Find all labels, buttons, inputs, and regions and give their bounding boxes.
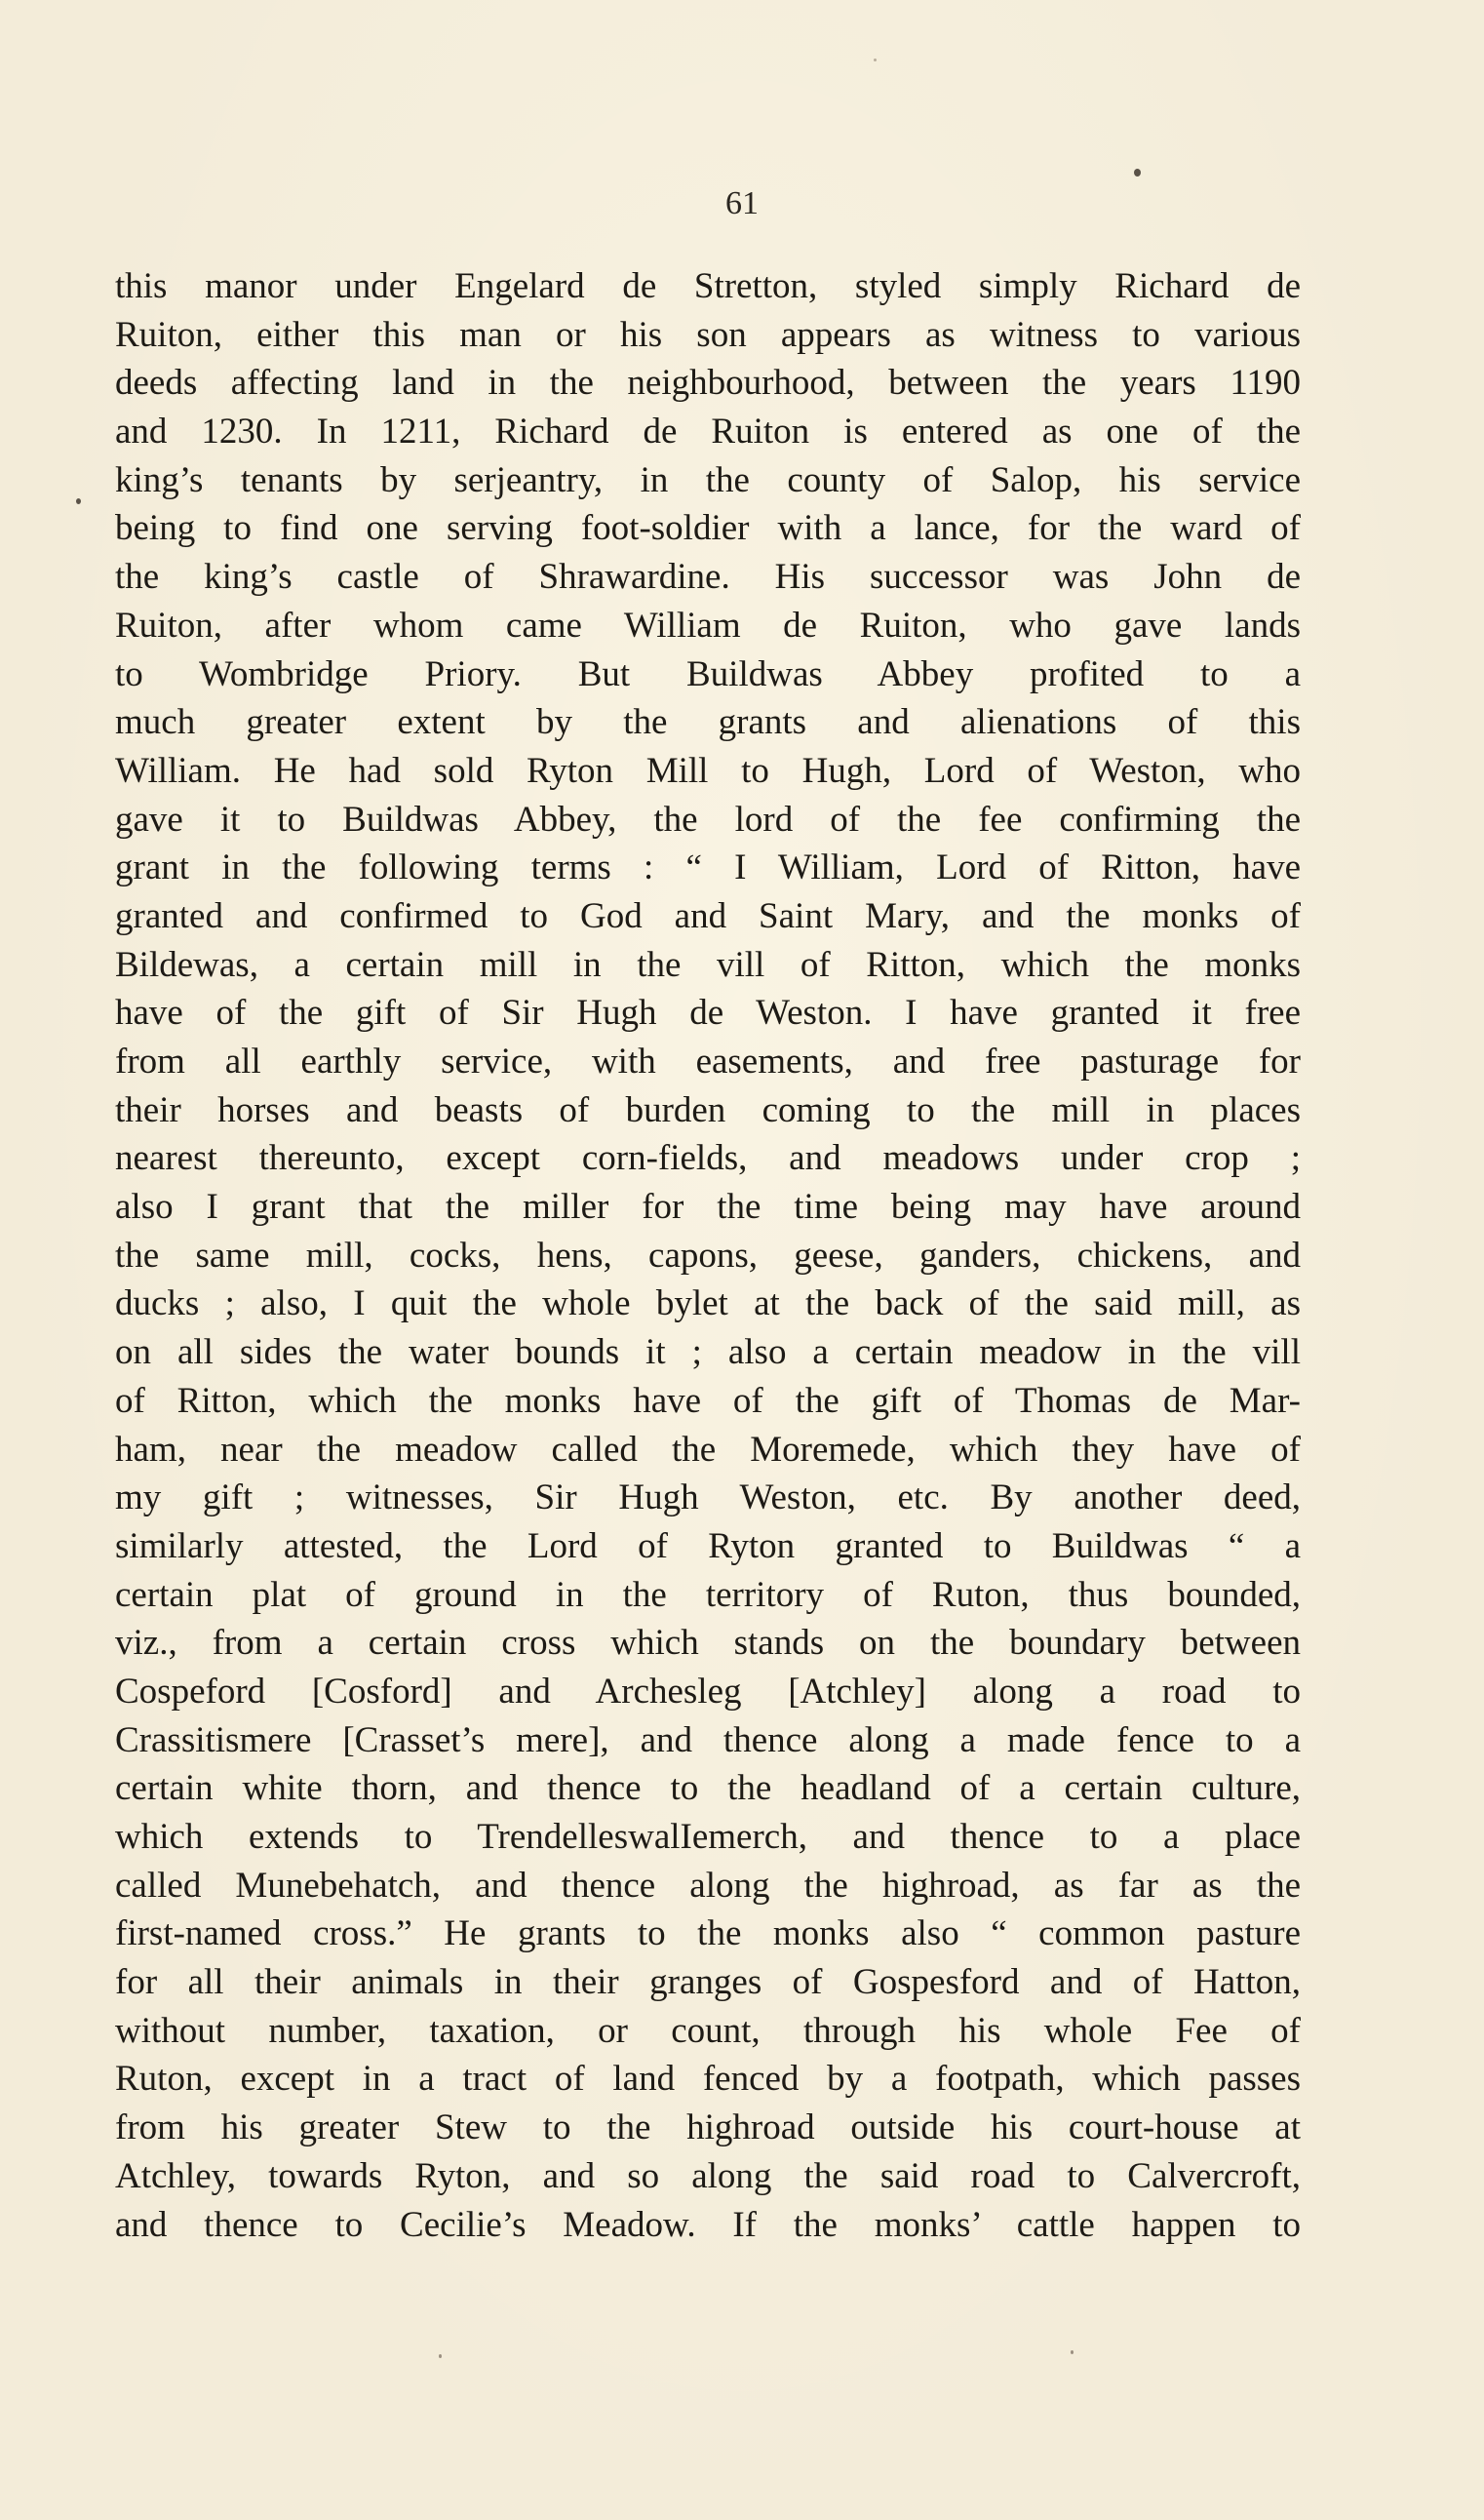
text-line: this manor under Engelard de Stretton, styled simply Richard de (115, 266, 1301, 306)
text-line: Ruton, except in a tract of land fenced by a footpath, which passes (115, 2059, 1301, 2100)
text-line: Ruiton, after whom came William de Ruiton, who gave lands (115, 605, 1301, 646)
text-line: similarly attested, the Lord of Ryton granted to Buildwas “ a (115, 1525, 1301, 1566)
ink-speck (874, 59, 877, 61)
text-line: granted and confirmed to God and Saint Mary, and the monks of (115, 895, 1301, 936)
text-line: my gift ; witnesses, Sir Hugh Weston, etc. By another deed, (115, 1477, 1301, 1518)
text-line: on all sides the water bounds it ; also a certain meadow in the vill (115, 1332, 1301, 1373)
page-number: 61 (725, 185, 759, 221)
text-line: have of the gift of Sir Hugh de Weston. I have granted it free (115, 993, 1301, 1034)
body-text (115, 262, 1301, 2249)
text-line: certain plat of ground in the territory of Ruton, thus bounded, (115, 1574, 1301, 1615)
text-line: without number, taxation, or count, through his whole Fee of (115, 2010, 1301, 2051)
text-line: for all their animals in their granges of Gospesford and of Hatton, (115, 1962, 1301, 2003)
text-line: from all earthly service, with easements, and free pasturage for (115, 1042, 1301, 1082)
ink-speck (1071, 2350, 1074, 2354)
text-line: king’s tenants by serjeantry, in the county of Salop, his service (115, 459, 1301, 500)
text-line: nearest thereunto, except corn-fields, and meadows under crop ; (115, 1138, 1301, 1179)
text-line: Crassitismere [Crasset’s mere], and thence along a made fence to a (115, 1719, 1301, 1760)
text-line: the king’s castle of Shrawardine. His successor was John de (115, 557, 1301, 598)
ink-speck (76, 498, 81, 504)
text-line: viz., from a certain cross which stands on the boundary between (115, 1623, 1301, 1664)
text-line: which extends to TrendelleswalIemerch, and thence to a place (115, 1817, 1301, 1857)
text-line: called Munebehatch, and thence along the highroad, as far as the (115, 1865, 1301, 1906)
text-line: much greater extent by the grants and alienations of this (115, 702, 1301, 743)
text-line: first-named cross.” He grants to the monks also “ common pasture (115, 1913, 1301, 1954)
text-line: being to find one serving foot-soldier with a lance, for the ward of (115, 508, 1301, 549)
ink-speck (439, 2354, 442, 2358)
text-line: William. He had sold Ryton Mill to Hugh, Lord of Weston, who (115, 750, 1301, 791)
text-line: deeds affecting land in the neighbourhood, between the years 1190 (115, 363, 1301, 404)
ink-speck (1134, 169, 1141, 177)
text-line: also I grant that the miller for the time being may have around (115, 1187, 1301, 1228)
text-line: to Wombridge Priory. But Buildwas Abbey profited to a (115, 653, 1301, 694)
text-line: their horses and beasts of burden coming to the mill in places (115, 1089, 1301, 1130)
text-line: of Ritton, which the monks have of the gift of Thomas de Mar- (115, 1380, 1301, 1421)
text-line: and 1230. In 1211, Richard de Ruiton is entered as one of the (115, 412, 1301, 453)
text-line: and thence to Cecilie’s Meadow. If the monks’ cattle happen to (115, 2204, 1301, 2245)
text-line: certain white thorn, and thence to the headland of a certain culture, (115, 1768, 1301, 1809)
text-line: Atchley, towards Ryton, and so along the said road to Calvercroft, (115, 2155, 1301, 2196)
text-line: ducks ; also, I quit the whole bylet at the back of the said mill, as (115, 1283, 1301, 1324)
text-line: from his greater Stew to the highroad outside his court-house at (115, 2107, 1301, 2148)
text-line: the same mill, cocks, hens, capons, geese, ganders, chickens, and (115, 1235, 1301, 1276)
text-line: Cospeford [Cosford] and Archesleg [Atchley] along a road to (115, 1671, 1301, 1712)
text-line: ham, near the meadow called the Moremede, which they have of (115, 1429, 1301, 1470)
text-line: grant in the following terms : “ I William, Lord of Ritton, have (115, 847, 1301, 888)
text-line: Bildewas, a certain mill in the vill of Ritton, which the monks (115, 944, 1301, 985)
text-line: gave it to Buildwas Abbey, the lord of the fee confirming the (115, 799, 1301, 840)
text-line: Ruiton, either this man or his son appears as witness to various (115, 314, 1301, 355)
